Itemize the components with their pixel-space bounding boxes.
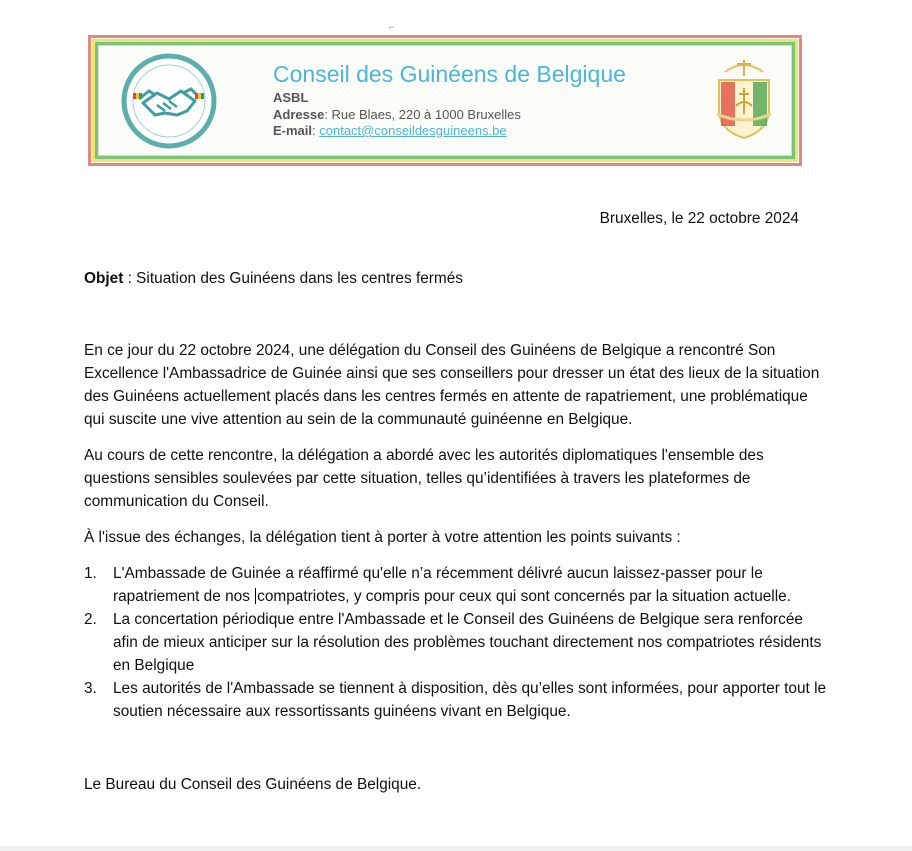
page-bottom-edge xyxy=(0,846,912,851)
guinea-coat-of-arms-icon xyxy=(709,54,779,142)
list-item-text: Les autorités de l'Ambassade se tiennent à disposition, dès qu’elles sont informées, pour apporter tout le soutien nécessaire aux ressortissants guinéens vivant en Belgique. xyxy=(113,680,827,720)
organization-address xyxy=(273,107,521,122)
subject-text: : Situation des Guinéens dans les centres fermés xyxy=(123,270,463,287)
paragraph-3: À l'issue des échanges, la délégation tient à porter à votre attention les points suivants : xyxy=(84,529,681,546)
list-item-number: 1. xyxy=(84,565,97,582)
paragraph-2: Au cours de cette rencontre, la délégation a abordé avec les autorités diplomatiques l'ensemble des questions sensibles soulevées par cette situation, telles qu’identifiées à travers les plateformes de communication du Conseil. xyxy=(84,447,764,510)
list-item-text-part2: compatriotes, y compris pour ceux qui sont concernés par la situation actuelle. xyxy=(257,588,791,605)
email-separator: : xyxy=(312,123,320,138)
list-item-text-part1: L'Ambassade de Guinée a réaffirmé qu'elle n’a récemment délivré aucun laissez-passer pour le rapatriement de nos xyxy=(113,565,763,605)
email-link[interactable]: contact@conseildesguineens.be xyxy=(319,123,507,138)
letter-signature: Le Bureau du Conseil des Guinéens de Belgique. xyxy=(84,776,422,793)
email-label: E-mail xyxy=(273,123,313,138)
list-item xyxy=(84,562,829,608)
address-value: : Rue Blaes, 220 à 1000 Bruxelles xyxy=(324,107,521,122)
letterhead xyxy=(88,35,802,166)
organization-type: ASBL xyxy=(273,90,309,105)
paragraph-1: En ce jour du 22 octobre 2024, une délégation du Conseil des Guinéens de Belgique a rencontré Son Excellence l'Ambassadrice de Guinée ainsi que ses conseillers pour dresser un état des lieux de la situation des Guinéens actuellement placés dans les centres fermés en attente de rapatriement, une problématique qui suscite une vive attention au sein de la communauté guinéenne en Belgique. xyxy=(84,342,820,428)
organization-title: Conseil des Guinéens de Belgique xyxy=(273,61,626,87)
list-item xyxy=(84,608,829,677)
handshake-logo-icon xyxy=(121,53,217,149)
list-item xyxy=(84,677,829,723)
organization-email xyxy=(273,123,507,138)
subject-label: Objet xyxy=(84,270,124,287)
list-item-number: 2. xyxy=(84,611,97,628)
anchor-mark-icon: ⌐ xyxy=(389,22,395,32)
letter-date: Bruxelles, le 22 octobre 2024 xyxy=(599,210,799,227)
letter-subject xyxy=(84,267,463,290)
address-label: Adresse xyxy=(273,107,325,122)
list-item-number: 3. xyxy=(84,680,97,697)
points-list xyxy=(84,562,829,723)
list-item-text: La concertation périodique entre l'Ambassade et le Conseil des Guinéens de Belgique sera renforcée afin de mieux anticiper sur la résolution des problèmes touchant directement nos compatriotes résidents en Belgique xyxy=(113,611,822,674)
